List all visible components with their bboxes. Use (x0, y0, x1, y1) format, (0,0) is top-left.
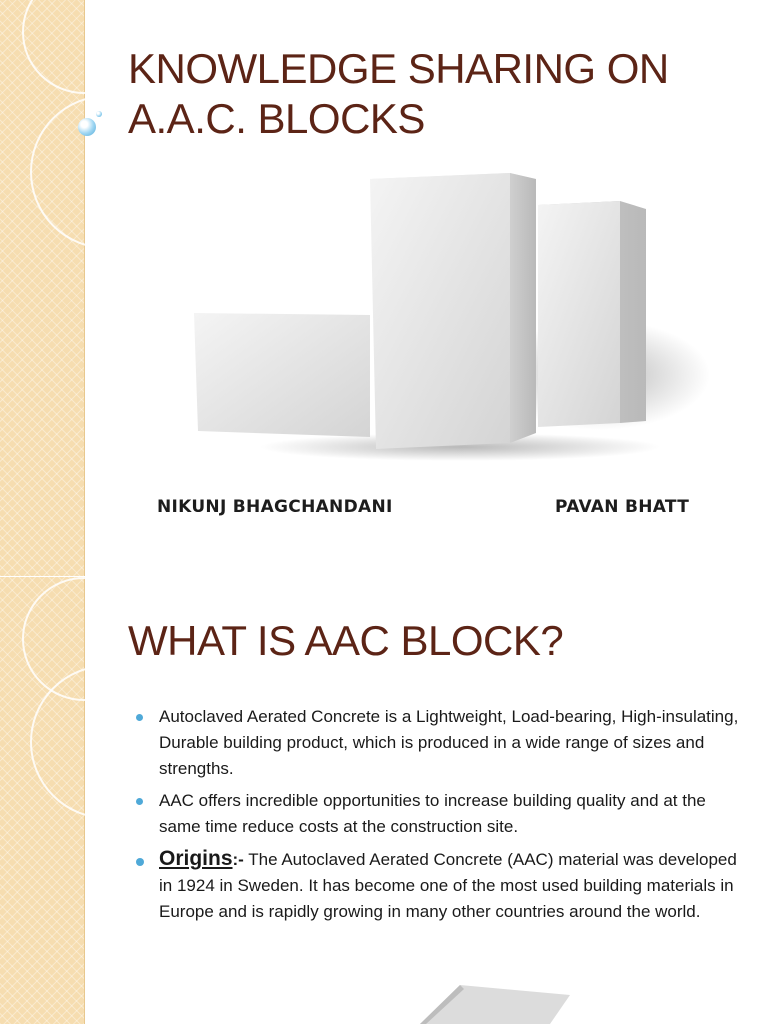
origins-label: Origins (159, 847, 233, 870)
aac-blocks-image (180, 165, 720, 465)
origins-text: The Autoclaved Aerated Concrete (AAC) material was developed in 1924 in Sweden. It has become one of the most used building materials in Europe and is rapidly growing in many other countries around the world. (159, 850, 737, 921)
block-center-front (370, 173, 510, 449)
block-center-side (510, 173, 536, 443)
author-name: NIKUNJ BHAGCHANDANI (157, 497, 393, 517)
decorative-side-strip (0, 577, 85, 1024)
bullet-dot-icon (136, 858, 144, 866)
bullet-list (134, 704, 744, 931)
slide-title: KNOWLEDGE SHARING ON A.A.C. BLOCKS (128, 45, 669, 142)
block-right-front (538, 201, 620, 427)
bullet-item (134, 788, 744, 840)
slide-title: WHAT IS AAC BLOCK? (128, 617, 564, 664)
bubble-icon (78, 118, 96, 136)
block-left-front (194, 313, 370, 437)
bullet-item-origins (134, 846, 744, 925)
origins-separator: :- (232, 850, 244, 869)
bullet-text: AAC offers incredible opportunities to increase building quality and at the same time reduce costs at the construction site. (159, 791, 706, 836)
bullet-text: Autoclaved Aerated Concrete is a Lightweight, Load-bearing, High-insulating, Durable building product, which is produced in a wide range of sizes and strengths. (159, 707, 739, 778)
decorative-side-strip (0, 0, 85, 576)
bubble-icon (96, 111, 102, 117)
author-name: PAVAN BHATT (555, 497, 690, 517)
bullet-item (134, 704, 744, 782)
bullet-dot-icon (136, 798, 143, 805)
aac-block-image-partial (380, 977, 580, 1024)
bullet-dot-icon (136, 714, 143, 721)
